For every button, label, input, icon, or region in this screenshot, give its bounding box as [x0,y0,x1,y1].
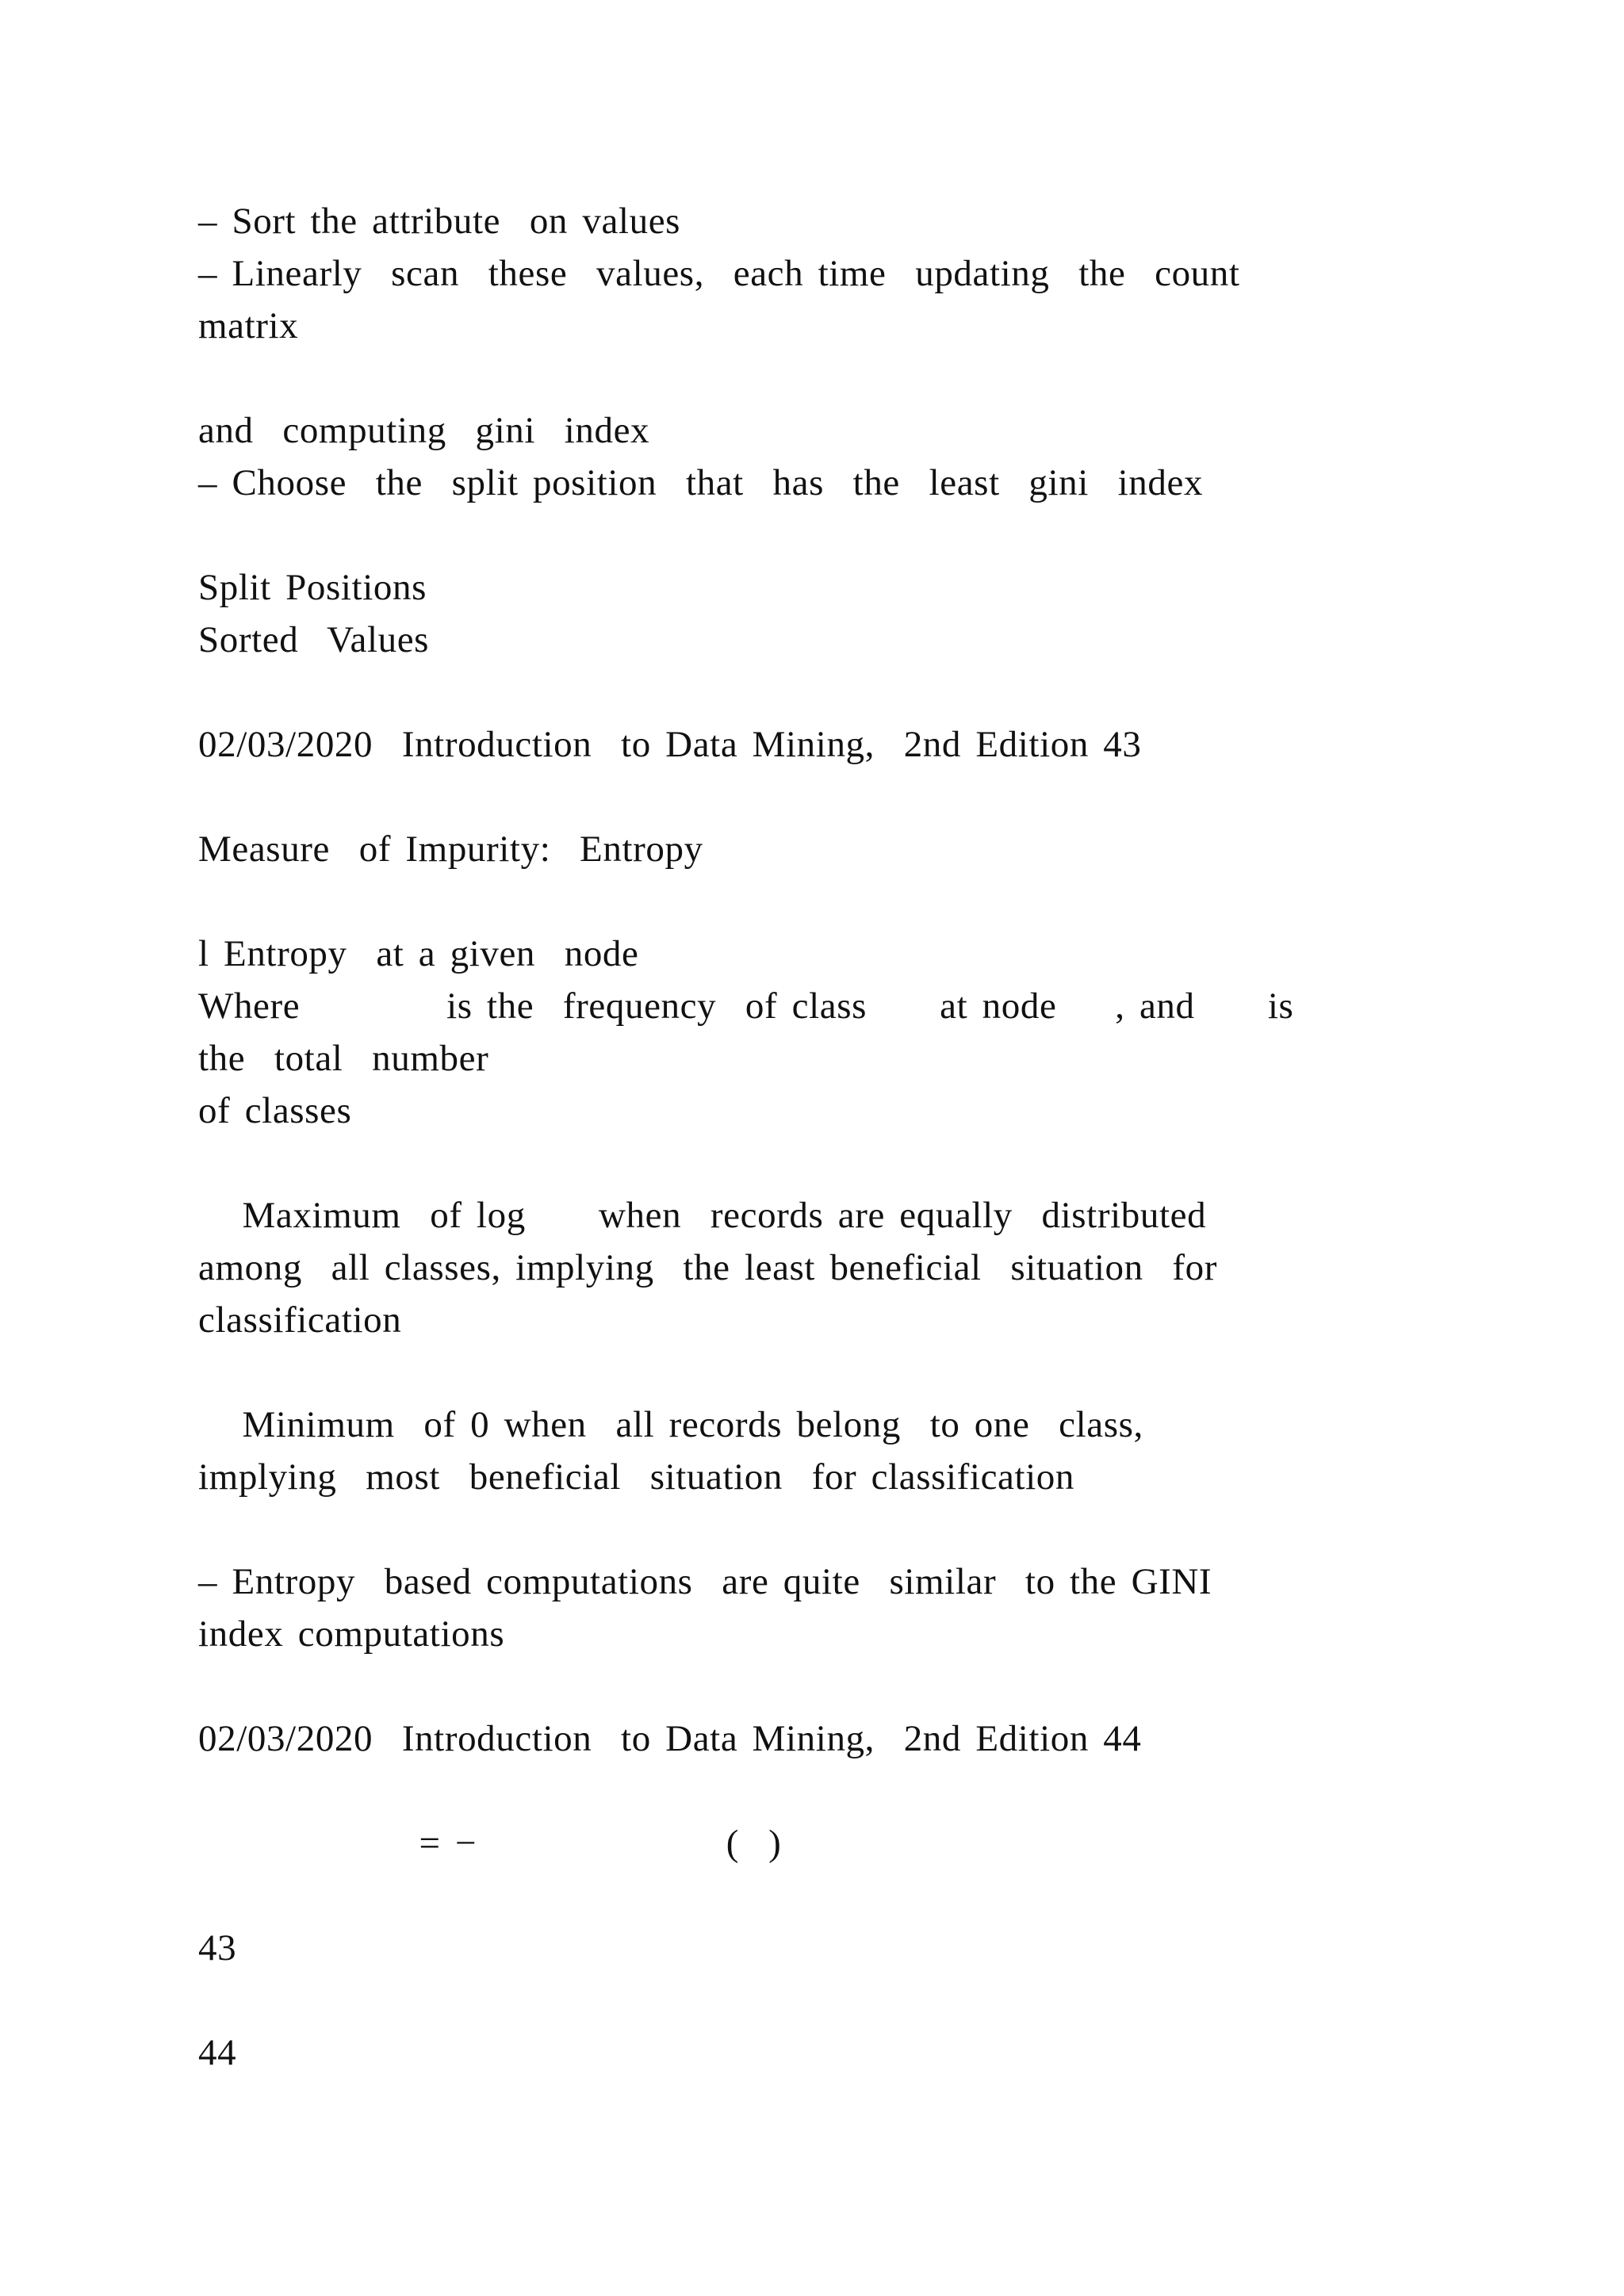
text-line: matrix [198,305,299,346]
paragraph-gap [198,875,1435,928]
paragraph-gap [198,1765,1435,1817]
text-line: the total number [198,1038,489,1079]
paragraph-gap [198,1660,1435,1712]
text-line: Maximum of log when records are equally distributed [198,1195,1177,1236]
footer-line: 02/03/2020 Introduction to Data Mining, 2nd Edition 43 [198,724,1142,765]
text-line: l Entropy at a given node [198,933,683,974]
text-line: of classes [198,1090,352,1131]
paragraph-gap [198,666,1435,718]
text-line: – Linearly scan these values, each time updating the count [198,253,1240,294]
text-line: index computations [198,1613,505,1655]
paragraph-gap [198,1503,1435,1556]
section-heading: Measure of Impurity: Entropy [198,828,703,870]
paragraph-gap [198,1869,1435,1922]
text-line: and computing gini index [198,410,650,451]
formula-line: = − ( ) [198,1823,573,1864]
text-line: among all classes, implying the least beneficial situation for [198,1247,1217,1288]
text-line: Minimum of 0 when all records belong to one class, [198,1404,1129,1445]
text-line: – Entropy based computations are quite similar to the GINI [198,1561,1212,1602]
text-line: – Sort the attribute on values [198,201,681,242]
paragraph-gap [198,771,1435,823]
paragraph-gap [198,1346,1435,1399]
paragraph-gap [198,1137,1435,1189]
paragraph-gap [198,352,1435,404]
text-line: Split Positions [198,567,427,608]
text-line: classification [198,1299,402,1341]
text-line: Sorted Values [198,619,430,660]
page-number: 44 [198,2032,237,2073]
page-number: 43 [198,1927,237,1969]
paragraph-gap [198,1974,1435,2026]
text-line: Where is the frequency of class at node , and is [198,985,1205,1027]
footer-line: 02/03/2020 Introduction to Data Mining, 2nd Edition 44 [198,1718,1142,1759]
paragraph-gap [198,509,1435,561]
document-page [198,195,1435,2079]
text-line: implying most beneficial situation for classification [198,1456,1075,1498]
text-line: – Choose the split position that has the least gini index [198,462,1204,503]
